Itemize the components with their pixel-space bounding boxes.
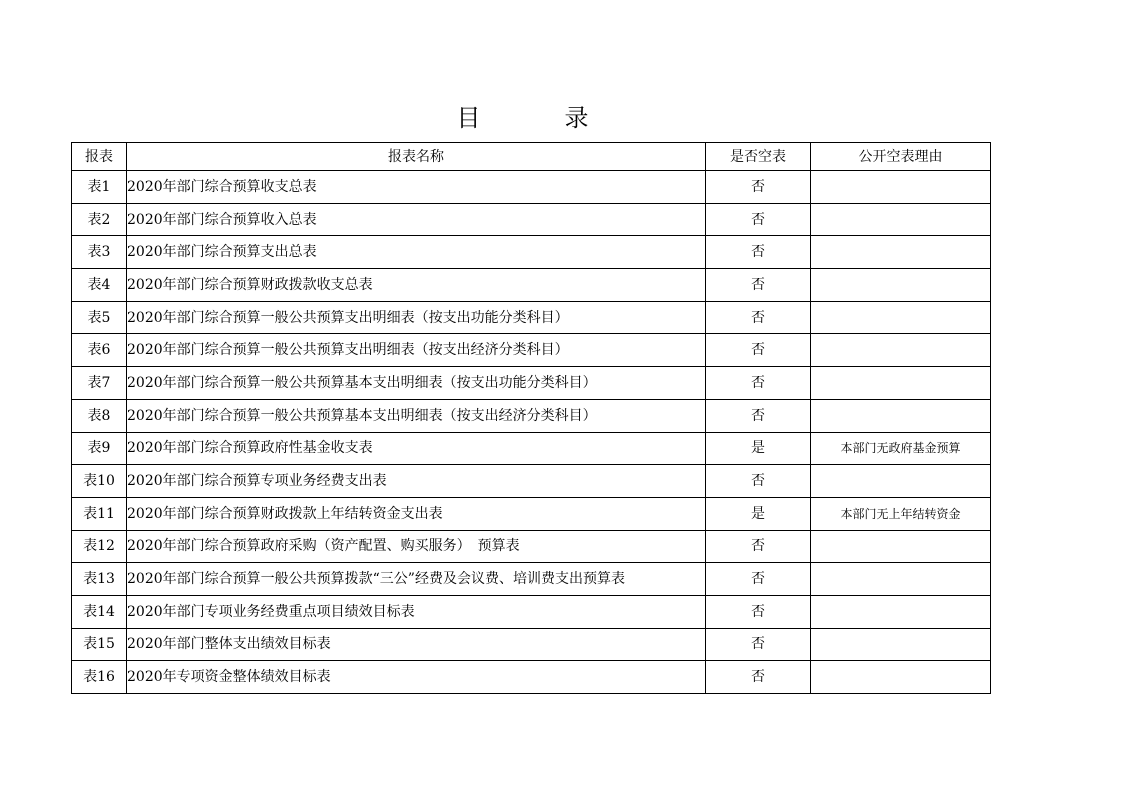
header-empty-reason: 公开空表理由 (811, 143, 991, 171)
report-number-cell: 表13 (72, 563, 127, 596)
is-empty-cell: 否 (706, 236, 811, 269)
is-empty-cell: 否 (706, 465, 811, 498)
report-name-cell: 2020年部门综合预算一般公共预算支出明细表（按支出经济分类科目） (127, 334, 706, 367)
toc-table (71, 142, 991, 694)
header-report-no: 报表 (72, 143, 127, 171)
report-number-cell: 表14 (72, 595, 127, 628)
is-empty-cell: 否 (706, 203, 811, 236)
report-number-cell: 表11 (72, 497, 127, 530)
is-empty-cell: 否 (706, 563, 811, 596)
table-row (72, 465, 991, 498)
empty-reason-cell (811, 236, 991, 269)
table-body (72, 171, 991, 694)
empty-reason-cell (811, 334, 991, 367)
empty-reason-cell (811, 595, 991, 628)
report-number-cell: 表10 (72, 465, 127, 498)
report-number-cell: 表16 (72, 661, 127, 694)
table-row (72, 203, 991, 236)
empty-reason-cell (811, 301, 991, 334)
report-number-cell: 表2 (72, 203, 127, 236)
report-number-cell: 表9 (72, 432, 127, 465)
empty-reason-cell (811, 628, 991, 661)
header-report-name: 报表名称 (127, 143, 706, 171)
table-row (72, 432, 991, 465)
report-number-cell: 表5 (72, 301, 127, 334)
table-row (72, 269, 991, 302)
is-empty-cell: 否 (706, 269, 811, 302)
report-number-cell: 表6 (72, 334, 127, 367)
report-name-cell: 2020年部门专项业务经费重点项目绩效目标表 (127, 595, 706, 628)
empty-reason-cell (811, 269, 991, 302)
empty-reason-cell (811, 399, 991, 432)
report-name-cell: 2020年专项资金整体绩效目标表 (127, 661, 706, 694)
report-name-cell: 2020年部门综合预算支出总表 (127, 236, 706, 269)
table-row (72, 563, 991, 596)
is-empty-cell: 否 (706, 530, 811, 563)
is-empty-cell: 是 (706, 432, 811, 465)
table-row (72, 399, 991, 432)
is-empty-cell: 否 (706, 301, 811, 334)
empty-reason-cell (811, 563, 991, 596)
is-empty-cell: 否 (706, 399, 811, 432)
report-name-cell: 2020年部门综合预算财政拨款上年结转资金支出表 (127, 497, 706, 530)
table-row (72, 595, 991, 628)
table-row (72, 661, 991, 694)
report-name-cell: 2020年部门综合预算收入总表 (127, 203, 706, 236)
empty-reason-cell: 本部门无上年结转资金 (811, 497, 991, 530)
report-number-cell: 表12 (72, 530, 127, 563)
report-number-cell: 表4 (72, 269, 127, 302)
table-header (72, 143, 991, 171)
header-row (72, 143, 991, 171)
report-name-cell: 2020年部门综合预算专项业务经费支出表 (127, 465, 706, 498)
is-empty-cell: 否 (706, 595, 811, 628)
report-number-cell: 表3 (72, 236, 127, 269)
table-row (72, 334, 991, 367)
empty-reason-cell (811, 465, 991, 498)
report-name-cell: 2020年部门综合预算政府采购（资产配置、购买服务） 预算表 (127, 530, 706, 563)
is-empty-cell: 否 (706, 628, 811, 661)
table-row (72, 530, 991, 563)
empty-reason-cell (811, 367, 991, 400)
is-empty-cell: 是 (706, 497, 811, 530)
header-is-empty: 是否空表 (706, 143, 811, 171)
report-name-cell: 2020年部门综合预算收支总表 (127, 171, 706, 204)
table-row (72, 628, 991, 661)
report-number-cell: 表8 (72, 399, 127, 432)
table-row (72, 497, 991, 530)
table-row (72, 367, 991, 400)
report-number-cell: 表7 (72, 367, 127, 400)
empty-reason-cell (811, 661, 991, 694)
report-number-cell: 表15 (72, 628, 127, 661)
empty-reason-cell: 本部门无政府基金预算 (811, 432, 991, 465)
report-name-cell: 2020年部门整体支出绩效目标表 (127, 628, 706, 661)
table-row (72, 301, 991, 334)
report-name-cell: 2020年部门综合预算一般公共预算基本支出明细表（按支出功能分类科目） (127, 367, 706, 400)
report-name-cell: 2020年部门综合预算政府性基金收支表 (127, 432, 706, 465)
report-name-cell: 2020年部门综合预算一般公共预算拨款“三公”经费及会议费、培训费支出预算表 (127, 563, 706, 596)
is-empty-cell: 否 (706, 171, 811, 204)
report-name-cell: 2020年部门综合预算一般公共预算基本支出明细表（按支出经济分类科目） (127, 399, 706, 432)
page-title: 目 录 (456, 104, 619, 132)
table-row (72, 171, 991, 204)
report-number-cell: 表1 (72, 171, 127, 204)
is-empty-cell: 否 (706, 661, 811, 694)
empty-reason-cell (811, 530, 991, 563)
table-row (72, 236, 991, 269)
report-name-cell: 2020年部门综合预算一般公共预算支出明细表（按支出功能分类科目） (127, 301, 706, 334)
is-empty-cell: 否 (706, 334, 811, 367)
empty-reason-cell (811, 203, 991, 236)
empty-reason-cell (811, 171, 991, 204)
is-empty-cell: 否 (706, 367, 811, 400)
report-name-cell: 2020年部门综合预算财政拨款收支总表 (127, 269, 706, 302)
